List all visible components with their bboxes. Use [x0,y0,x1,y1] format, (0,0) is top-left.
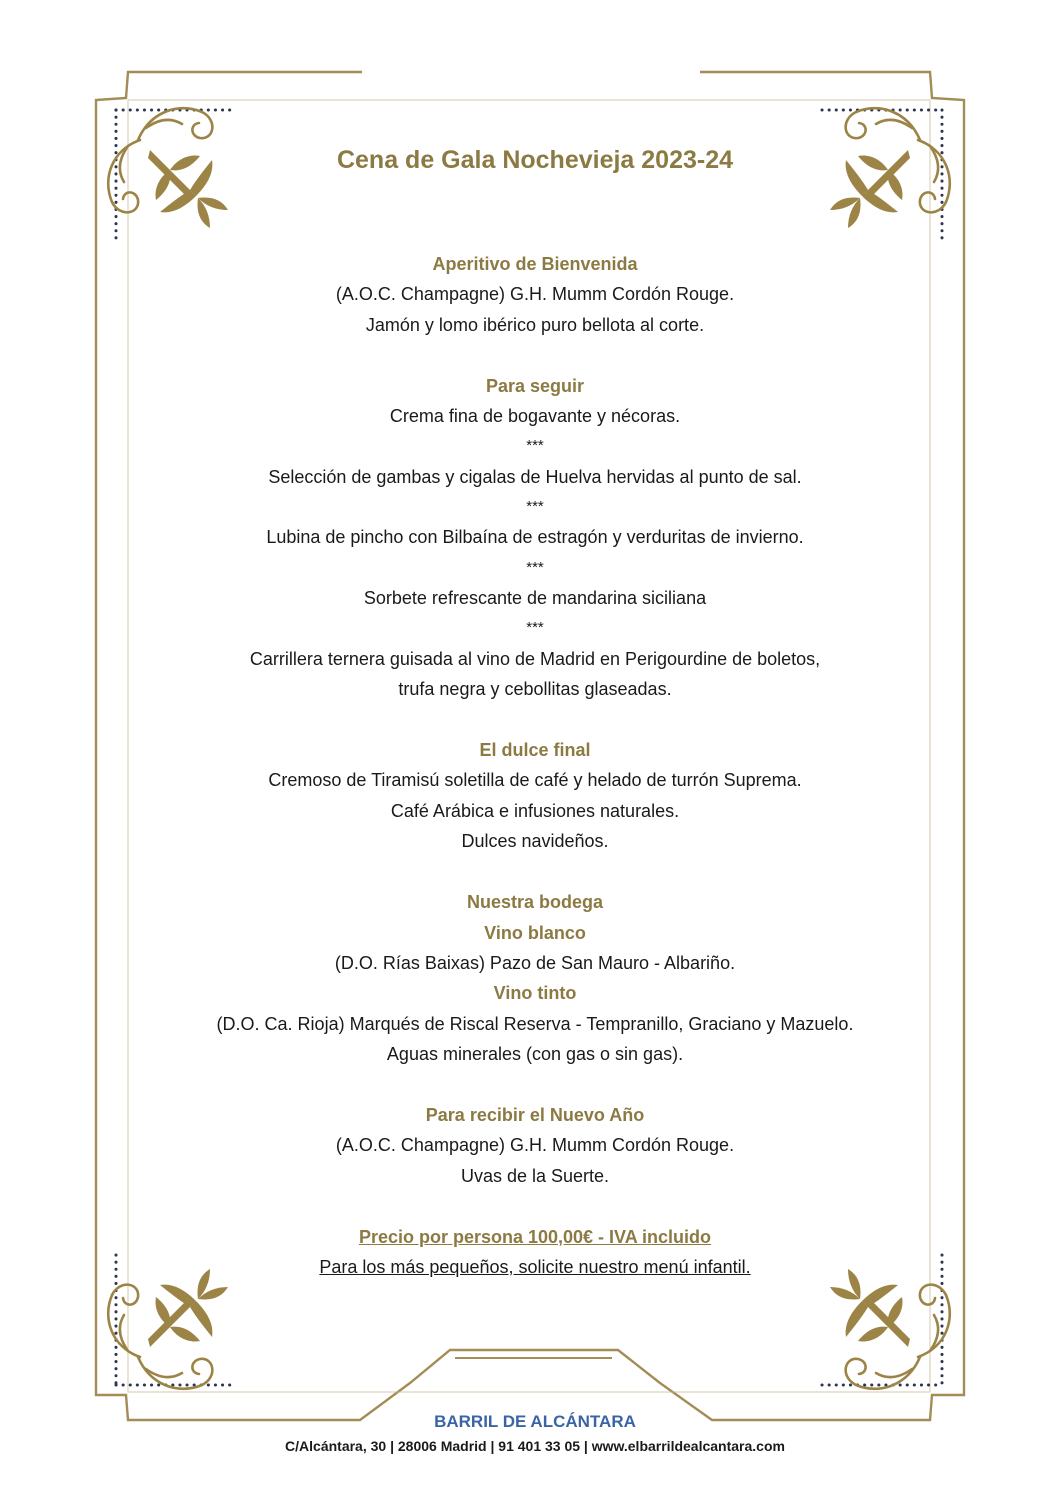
menu-item: Café Arábica e infusiones naturales. [390,800,680,821]
menu-item: Selección de gambas y cigalas de Huelva hervidas al punto de sal. [268,466,802,487]
menu-item: Crema fina de bogavante y nécoras. [389,406,681,427]
menu-body [0,249,1058,1283]
menu-item: (D.O. Ca. Rioja) Marqués de Riscal Reserva - Tempranillo, Graciano y Mazuelo. [216,1013,854,1034]
menu-item: trufa negra y cebollitas glaseadas. [398,678,672,699]
price-line: Precio por persona 100,00€ - IVA incluido [358,1227,712,1248]
restaurant-address: C/Alcántara, 30 | 28006 Madrid | 91 401 33 05 | www.elbarrildealcantara.com [285,1438,785,1454]
kids-menu-note: Para los más pequeños, solicite nuestro menú infantil. [319,1257,751,1278]
menu-title: Cena de Gala Nochevieja 2023-24 [336,146,734,174]
section-heading-para-seguir: Para seguir [485,375,585,396]
restaurant-name: BARRIL DE ALCÁNTARA [434,1412,636,1431]
menu-item: Uvas de la Suerte. [460,1165,610,1186]
menu-item: (A.O.C. Champagne) G.H. Mumm Cordón Rouge. [335,284,735,305]
section-heading-dulce: El dulce final [479,740,591,761]
section-heading-nuevo-ano: Para recibir el Nuevo Año [425,1105,645,1126]
menu-item: Carrillera ternera guisada al vino de Madrid en Perigourdine de boletos, [249,648,821,669]
menu-item: Lubina de pincho con Bilbaína de estragón y verduritas de invierno. [266,527,804,548]
section-heading-bodega: Nuestra bodega [466,892,604,913]
menu-item: Jamón y lomo ibérico puro bellota al corte. [365,314,705,335]
section-heading-aperitivo: Aperitivo de Bienvenida [432,254,638,274]
separator: *** [526,558,544,576]
menu-item: Cremoso de Tiramisú soletilla de café y helado de turrón Suprema. [268,770,802,791]
subheading-vino-blanco: Vino blanco [484,922,586,943]
menu-item: (A.O.C. Champagne) G.H. Mumm Cordón Rouge. [335,1135,735,1156]
separator: *** [526,619,544,637]
menu-item: (D.O. Rías Baixas) Pazo de San Mauro - Albariño. [334,952,736,973]
menu-item: Sorbete refrescante de mandarina siciliana [363,587,707,608]
menu-item: Dulces navideños. [461,831,609,852]
separator: *** [526,498,544,516]
menu-item: Aguas minerales (con gas o sin gas). [386,1043,684,1064]
subheading-vino-tinto: Vino tinto [493,983,577,1004]
separator: *** [526,437,544,455]
